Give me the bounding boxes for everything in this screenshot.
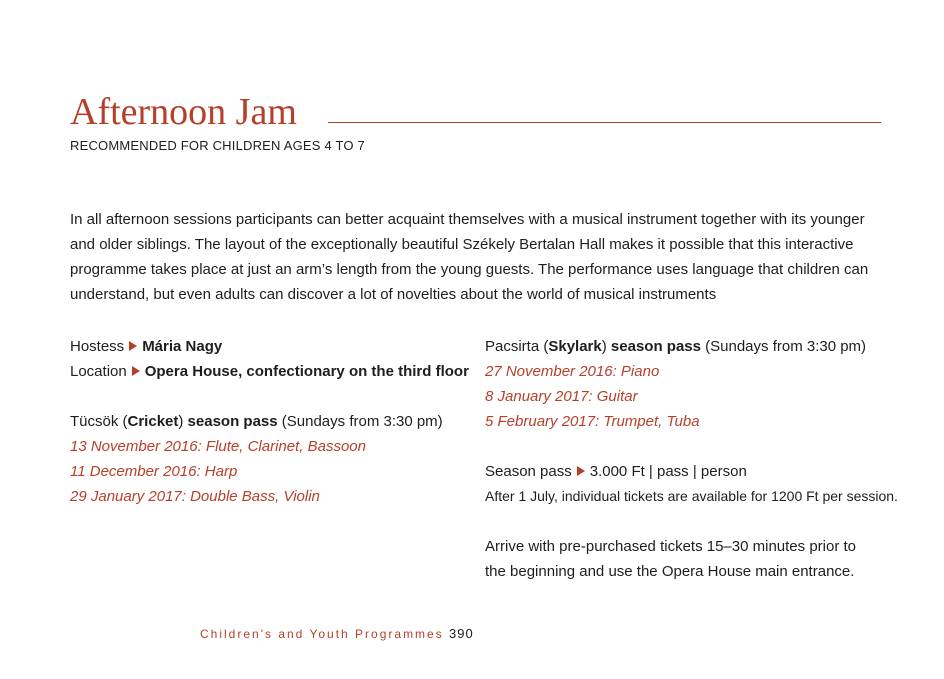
spacer	[485, 434, 905, 459]
location-label: Location	[70, 363, 127, 380]
session-date: 11 December 2016: Harp	[70, 463, 238, 480]
season-pass-line	[485, 459, 905, 484]
spacer	[70, 384, 470, 409]
season-pass-price: 3.000 Ft | pass | person	[589, 463, 747, 480]
pass-name-english: Skylark	[548, 338, 602, 355]
spacer	[485, 509, 905, 534]
page-number: 390	[449, 626, 474, 641]
arrow-right-icon	[132, 366, 140, 376]
pass-name-close: )	[178, 413, 188, 430]
arrow-right-icon	[577, 466, 585, 476]
session-date: 29 January 2017: Double Bass, Violin	[70, 488, 320, 505]
age-recommendation: RECOMMENDED FOR CHILDREN AGES 4 TO 7	[70, 138, 365, 153]
pass-name-prefix: Tücsök (	[70, 413, 128, 430]
title-row	[70, 90, 881, 134]
hostess-label: Hostess	[70, 338, 125, 355]
pass-label: season pass	[610, 338, 701, 355]
season-pass-label: Season pass	[485, 463, 572, 480]
page-title: Afternoon Jam	[70, 91, 297, 133]
pass-label: season pass	[187, 413, 278, 430]
arrival-note-line-1: Arrive with pre-purchased tickets 15–30 minutes prior to	[485, 538, 857, 555]
individual-tickets-note: After 1 July, individual tickets are available for 1200 Ft per session.	[485, 488, 898, 504]
cricket-pass-heading	[70, 409, 470, 434]
intro-paragraph: In all afternoon sessions participants can better acquaint themselves with a musical instrument together with its younger and older siblings. The layout of the exceptionally beautiful Székely Bertalan Hall makes it possible that this interactive programme takes place at just an arm’s length from the young guests. The performance uses language that children can understand, but even adults can discover a lot of novelties about the world of musical instruments	[70, 211, 869, 303]
session-date: 5 February 2017: Trumpet, Tuba	[485, 413, 700, 430]
session-date: 8 January 2017: Guitar	[485, 388, 638, 405]
title-underline	[328, 122, 881, 123]
location-line	[70, 359, 470, 384]
pass-name-close: )	[601, 338, 611, 355]
left-column	[70, 334, 470, 509]
pass-name-prefix: Pacsirta (	[485, 338, 549, 355]
arrival-note-line-2: the beginning and use the Opera House main entrance.	[485, 563, 855, 580]
skylark-pass-heading	[485, 334, 905, 359]
right-column	[485, 334, 905, 584]
pass-schedule: (Sundays from 3:30 pm)	[277, 413, 443, 430]
footer-section-title: Children's and Youth Programmes	[200, 627, 444, 641]
session-date: 27 November 2016: Piano	[485, 363, 660, 380]
hostess-line	[70, 334, 470, 359]
arrow-right-icon	[129, 341, 137, 351]
pass-name-english: Cricket	[127, 413, 179, 430]
session-date: 13 November 2016: Flute, Clarinet, Bassoon	[70, 438, 366, 455]
pass-schedule: (Sundays from 3:30 pm)	[700, 338, 867, 355]
location-value: Opera House, confectionary on the third floor	[144, 363, 469, 380]
hostess-value: Mária Nagy	[142, 338, 223, 355]
